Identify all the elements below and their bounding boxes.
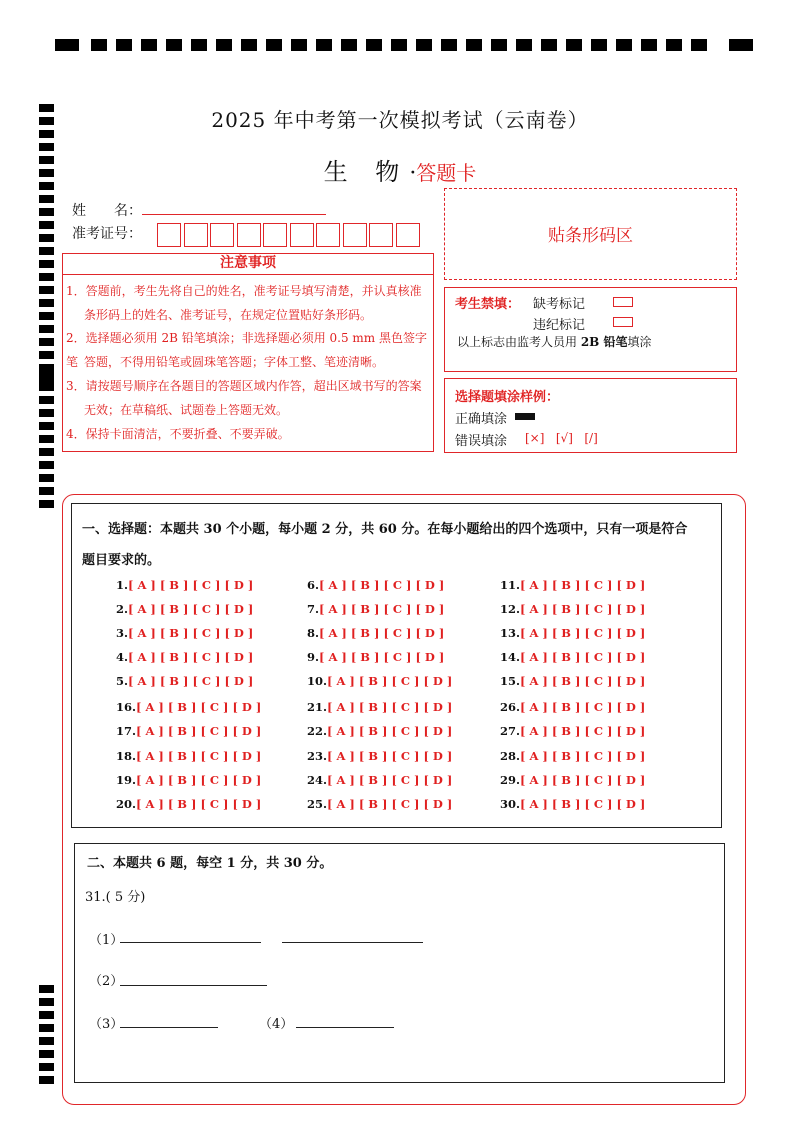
notice-header [62,253,434,275]
answer-options[interactable]: [ A ] [ B ] [ C ] [ D ] [520,578,646,592]
choice-question-22[interactable] [307,724,452,738]
timing-mark [39,195,54,203]
timing-mark [39,1076,54,1084]
choice-question-6[interactable] [307,578,444,592]
wrong-mark-check: [√] [555,431,573,445]
answer-options[interactable]: [ A ] [ B ] [ C ] [ D ] [128,626,254,640]
question-number: 9. [307,650,320,664]
exam-id-digit-box[interactable] [210,223,234,247]
q31-part4-label: （4） [259,1017,294,1032]
section2-title: 二、本题共 6 题，每空 1 分，共 30 分。 [87,856,333,871]
timing-mark [491,39,507,51]
timing-mark [516,39,532,51]
timing-mark [39,221,54,229]
timing-mark [266,39,282,51]
choice-question-15[interactable] [500,674,645,688]
answer-options[interactable]: [ A ] [ B ] [ C ] [ D ] [327,674,453,688]
question-number: 28. [500,749,521,763]
correct-fill-label: 正确填涂 [455,412,508,427]
notice-title: 注意事项 [220,255,276,271]
answer-options[interactable]: [ A ] [ B ] [ C ] [ D ] [327,797,453,811]
timing-mark [391,39,407,51]
choice-question-4[interactable] [116,650,253,664]
q31-part1-label: （1） [89,933,124,948]
timing-mark [39,998,54,1006]
timing-mark [166,39,182,51]
answer-options[interactable]: [ A ] [ B ] [ C ] [ D ] [520,674,646,688]
choice-question-8[interactable] [307,626,444,640]
timing-mark [39,448,54,456]
timing-mark [39,500,54,508]
timing-mark [55,39,79,51]
q31-part3-line[interactable] [120,1027,218,1028]
question-number: 25. [307,797,328,811]
choice-question-9[interactable] [307,650,444,664]
q31-part1-line-a[interactable] [120,942,261,943]
forbidden-note [457,333,652,350]
forbidden-note-pre: 以上标志由监考人员用 [457,335,581,349]
choice-question-28[interactable] [500,749,645,763]
question-number: 17. [116,724,137,738]
section2-box [74,843,725,1083]
answer-options[interactable]: [ A ] [ B ] [ C ] [ D ] [327,773,453,787]
choice-question-11[interactable] [500,578,645,592]
answer-options[interactable]: [ A ] [ B ] [ C ] [ D ] [327,749,453,763]
question-number: 22. [307,724,328,738]
timing-mark [116,39,132,51]
notice-item-2b: 答题，不得用铅笔或圆珠笔答题；字体工整、笔迹清晰。 [84,355,385,369]
answer-card-label: 答题卡 [416,161,477,185]
question-number: 12. [500,602,521,616]
timing-mark [141,39,157,51]
exam-id-digit-box[interactable] [263,223,287,247]
choice-question-19[interactable] [116,773,261,787]
timing-mark [39,1037,54,1045]
correct-fill-mark [515,413,535,420]
answer-options[interactable]: [ A ] [ B ] [ C ] [ D ] [136,797,262,811]
timing-mark [216,39,232,51]
subject-heading [0,152,800,187]
answer-options[interactable]: [ A ] [ B ] [ C ] [ D ] [136,749,262,763]
question-number: 14. [500,650,521,664]
question-number: 23. [307,749,328,763]
timing-mark [39,273,54,281]
question-number: 29. [500,773,521,787]
timing-mark [441,39,457,51]
timing-mark [366,39,382,51]
timing-mark [341,39,357,51]
timing-mark [39,1011,54,1019]
question-number: 13. [500,626,521,640]
timing-mark [39,247,54,255]
choice-question-5[interactable] [116,674,253,688]
q31-part2-label: （2） [89,974,124,989]
sample-box [444,378,737,453]
question-number: 5. [116,674,129,688]
subject-name: 生 物 [323,158,410,186]
timing-mark [39,383,54,391]
choice-question-30[interactable] [500,797,645,811]
timing-mark [39,351,54,359]
answer-options[interactable]: [ A ] [ B ] [ C ] [ D ] [327,700,453,714]
section1-title-line2: 题目要求的。 [82,553,161,568]
choice-question-12[interactable] [500,602,645,616]
section1-title-line1: 一、选择题：本题共 30 个小题，每小题 2 分，共 60 分。在每小题给出的四个选项中，只有一项是符合 [82,522,688,537]
timing-mark [191,39,207,51]
question-number: 21. [307,700,328,714]
choice-question-18[interactable] [116,749,261,763]
answer-options[interactable]: [ A ] [ B ] [ C ] [ D ] [520,773,646,787]
choice-question-17[interactable] [116,724,261,738]
choice-question-24[interactable] [307,773,452,787]
question-number: 26. [500,700,521,714]
timing-mark [39,1050,54,1058]
notice-item-4: 4．保持卡面清洁，不要折叠、不要弄破。 [66,427,290,441]
answer-options[interactable]: [ A ] [ B ] [ C ] [ D ] [128,578,254,592]
timing-mark [316,39,332,51]
question-number: 24. [307,773,328,787]
answer-options[interactable]: [ A ] [ B ] [ C ] [ D ] [128,674,254,688]
timing-mark [39,325,54,333]
exam-id-digit-box[interactable] [343,223,367,247]
exam-title: 2025 年中考第一次模拟考试（云南卷） [211,108,589,132]
answer-options[interactable]: [ A ] [ B ] [ C ] [ D ] [520,797,646,811]
answer-options[interactable]: [ A ] [ B ] [ C ] [ D ] [327,724,453,738]
sample-title: 选择题填涂样例： [455,390,560,405]
q31-part2-line[interactable] [120,985,267,986]
answer-options[interactable]: [ A ] [ B ] [ C ] [ D ] [136,773,262,787]
wrong-fill-label: 错误填涂 [455,434,508,449]
timing-mark [39,396,54,404]
choice-question-2[interactable] [116,602,253,616]
question-number: 30. [500,797,521,811]
question-number: 2. [116,602,129,616]
timing-mark [666,39,682,51]
timing-mark [729,39,753,51]
violation-label: 违纪标记 [533,318,586,333]
name-label: 姓 名： [72,203,142,219]
timing-mark [39,143,54,151]
timing-mark [39,370,54,378]
exam-id-digit-box[interactable] [369,223,393,247]
choice-question-7[interactable] [307,602,444,616]
timing-mark [39,487,54,495]
exam-id-digit-box[interactable] [316,223,340,247]
timing-mark [691,39,707,51]
exam-id-digit-box[interactable] [184,223,208,247]
exam-id-digit-box[interactable] [396,223,420,247]
barcode-label: 贴条形码区 [548,226,633,246]
timing-mark [466,39,482,51]
answer-options[interactable]: [ A ] [ B ] [ C ] [ D ] [520,650,646,664]
timing-mark [39,234,54,242]
notice-item-2a: 2．选择题必须用 2B 铅笔填涂；非选择题必须用 0.5 mm 黑色签字笔 [66,331,428,369]
exam-id-digit-box[interactable] [157,223,181,247]
choice-question-3[interactable] [116,626,253,640]
answer-options[interactable]: [ A ] [ B ] [ C ] [ D ] [319,650,445,664]
answer-options[interactable]: [ A ] [ B ] [ C ] [ D ] [319,578,445,592]
forbidden-note-post: 填涂 [627,335,652,349]
choice-question-1[interactable] [116,578,253,592]
q31-part1-line-b[interactable] [282,942,423,943]
timing-mark [641,39,657,51]
forbidden-box [444,287,737,372]
question-number: 7. [307,602,320,616]
answer-options[interactable]: [ A ] [ B ] [ C ] [ D ] [520,626,646,640]
question-number: 11. [500,578,521,592]
forbidden-note-bold: 2B 铅笔 [580,335,628,349]
timing-mark [39,1063,54,1071]
notice-item-3a: 3．请按题号顺序在各题目的答题区域内作答，超出区域书写的答案 [66,379,422,393]
exam-id-digit-box[interactable] [290,223,314,247]
timing-mark [39,312,54,320]
q31-label: 31.( 5 分) [85,890,146,905]
timing-mark [39,461,54,469]
timing-mark [39,474,54,482]
timing-mark [39,260,54,268]
timing-mark [241,39,257,51]
timing-mark [39,422,54,430]
answer-options[interactable]: [ A ] [ B ] [ C ] [ D ] [136,724,262,738]
timing-mark [39,338,54,346]
timing-mark [591,39,607,51]
answer-options[interactable]: [ A ] [ B ] [ C ] [ D ] [128,650,254,664]
question-number: 20. [116,797,137,811]
choice-question-21[interactable] [307,700,452,714]
question-number: 18. [116,749,137,763]
question-number: 27. [500,724,521,738]
timing-mark [616,39,632,51]
question-number: 1. [116,578,129,592]
timing-mark [566,39,582,51]
wrong-mark-slash: [/] [584,431,598,445]
choice-question-27[interactable] [500,724,645,738]
name-input-line[interactable] [142,214,326,215]
question-number: 15. [500,674,521,688]
choice-question-25[interactable] [307,797,452,811]
answer-options[interactable]: [ A ] [ B ] [ C ] [ D ] [520,602,646,616]
absent-label: 缺考标记 [533,297,586,312]
timing-mark [39,435,54,443]
timing-mark [416,39,432,51]
question-number: 3. [116,626,129,640]
answer-options[interactable]: [ A ] [ B ] [ C ] [ D ] [520,724,646,738]
timing-mark [39,208,54,216]
violation-mark-box[interactable] [613,317,633,327]
exam-id-label: 准考证号： [72,226,142,242]
answer-options[interactable]: [ A ] [ B ] [ C ] [ D ] [128,602,254,616]
q31-part4-line[interactable] [296,1027,394,1028]
timing-mark [541,39,557,51]
barcode-area [444,188,737,280]
choice-question-10[interactable] [307,674,452,688]
choice-question-23[interactable] [307,749,452,763]
notice-item-1a: 1．答题前，考生先将自己的姓名，准考证号填写清楚，并认真核准 [66,284,422,298]
answer-options[interactable]: [ A ] [ B ] [ C ] [ D ] [136,700,262,714]
timing-mark [39,409,54,417]
timing-mark [91,39,107,51]
answer-options[interactable]: [ A ] [ B ] [ C ] [ D ] [520,700,646,714]
timing-mark [39,985,54,993]
timing-mark [39,299,54,307]
wrong-fill-marks [525,431,598,445]
question-number: 16. [116,700,137,714]
choice-question-20[interactable] [116,797,261,811]
wrong-mark-x: [×] [525,431,545,445]
question-number: 8. [307,626,320,640]
question-number: 6. [307,578,320,592]
choice-question-16[interactable] [116,700,261,714]
timing-mark [39,286,54,294]
choice-question-29[interactable] [500,773,645,787]
choice-question-13[interactable] [500,626,645,640]
choice-question-26[interactable] [500,700,645,714]
question-number: 19. [116,773,137,787]
subject-separator: · [409,161,417,186]
question-number: 10. [307,674,328,688]
notice-item-1b: 条形码上的姓名、准考证号，在规定位置贴好条形码。 [84,308,373,322]
timing-mark [39,1024,54,1032]
answer-options[interactable]: [ A ] [ B ] [ C ] [ D ] [319,626,445,640]
timing-mark [291,39,307,51]
q31-part3-label: （3） [89,1017,124,1032]
forbidden-label: 考生禁填： [455,297,521,312]
answer-options[interactable]: [ A ] [ B ] [ C ] [ D ] [520,749,646,763]
absent-mark-box[interactable] [613,297,633,307]
answer-options[interactable]: [ A ] [ B ] [ C ] [ D ] [319,602,445,616]
notice-item-3b: 无效；在草稿纸、试题卷上答题无效。 [84,403,289,417]
exam-id-digit-box[interactable] [237,223,261,247]
choice-question-14[interactable] [500,650,645,664]
question-number: 4. [116,650,129,664]
